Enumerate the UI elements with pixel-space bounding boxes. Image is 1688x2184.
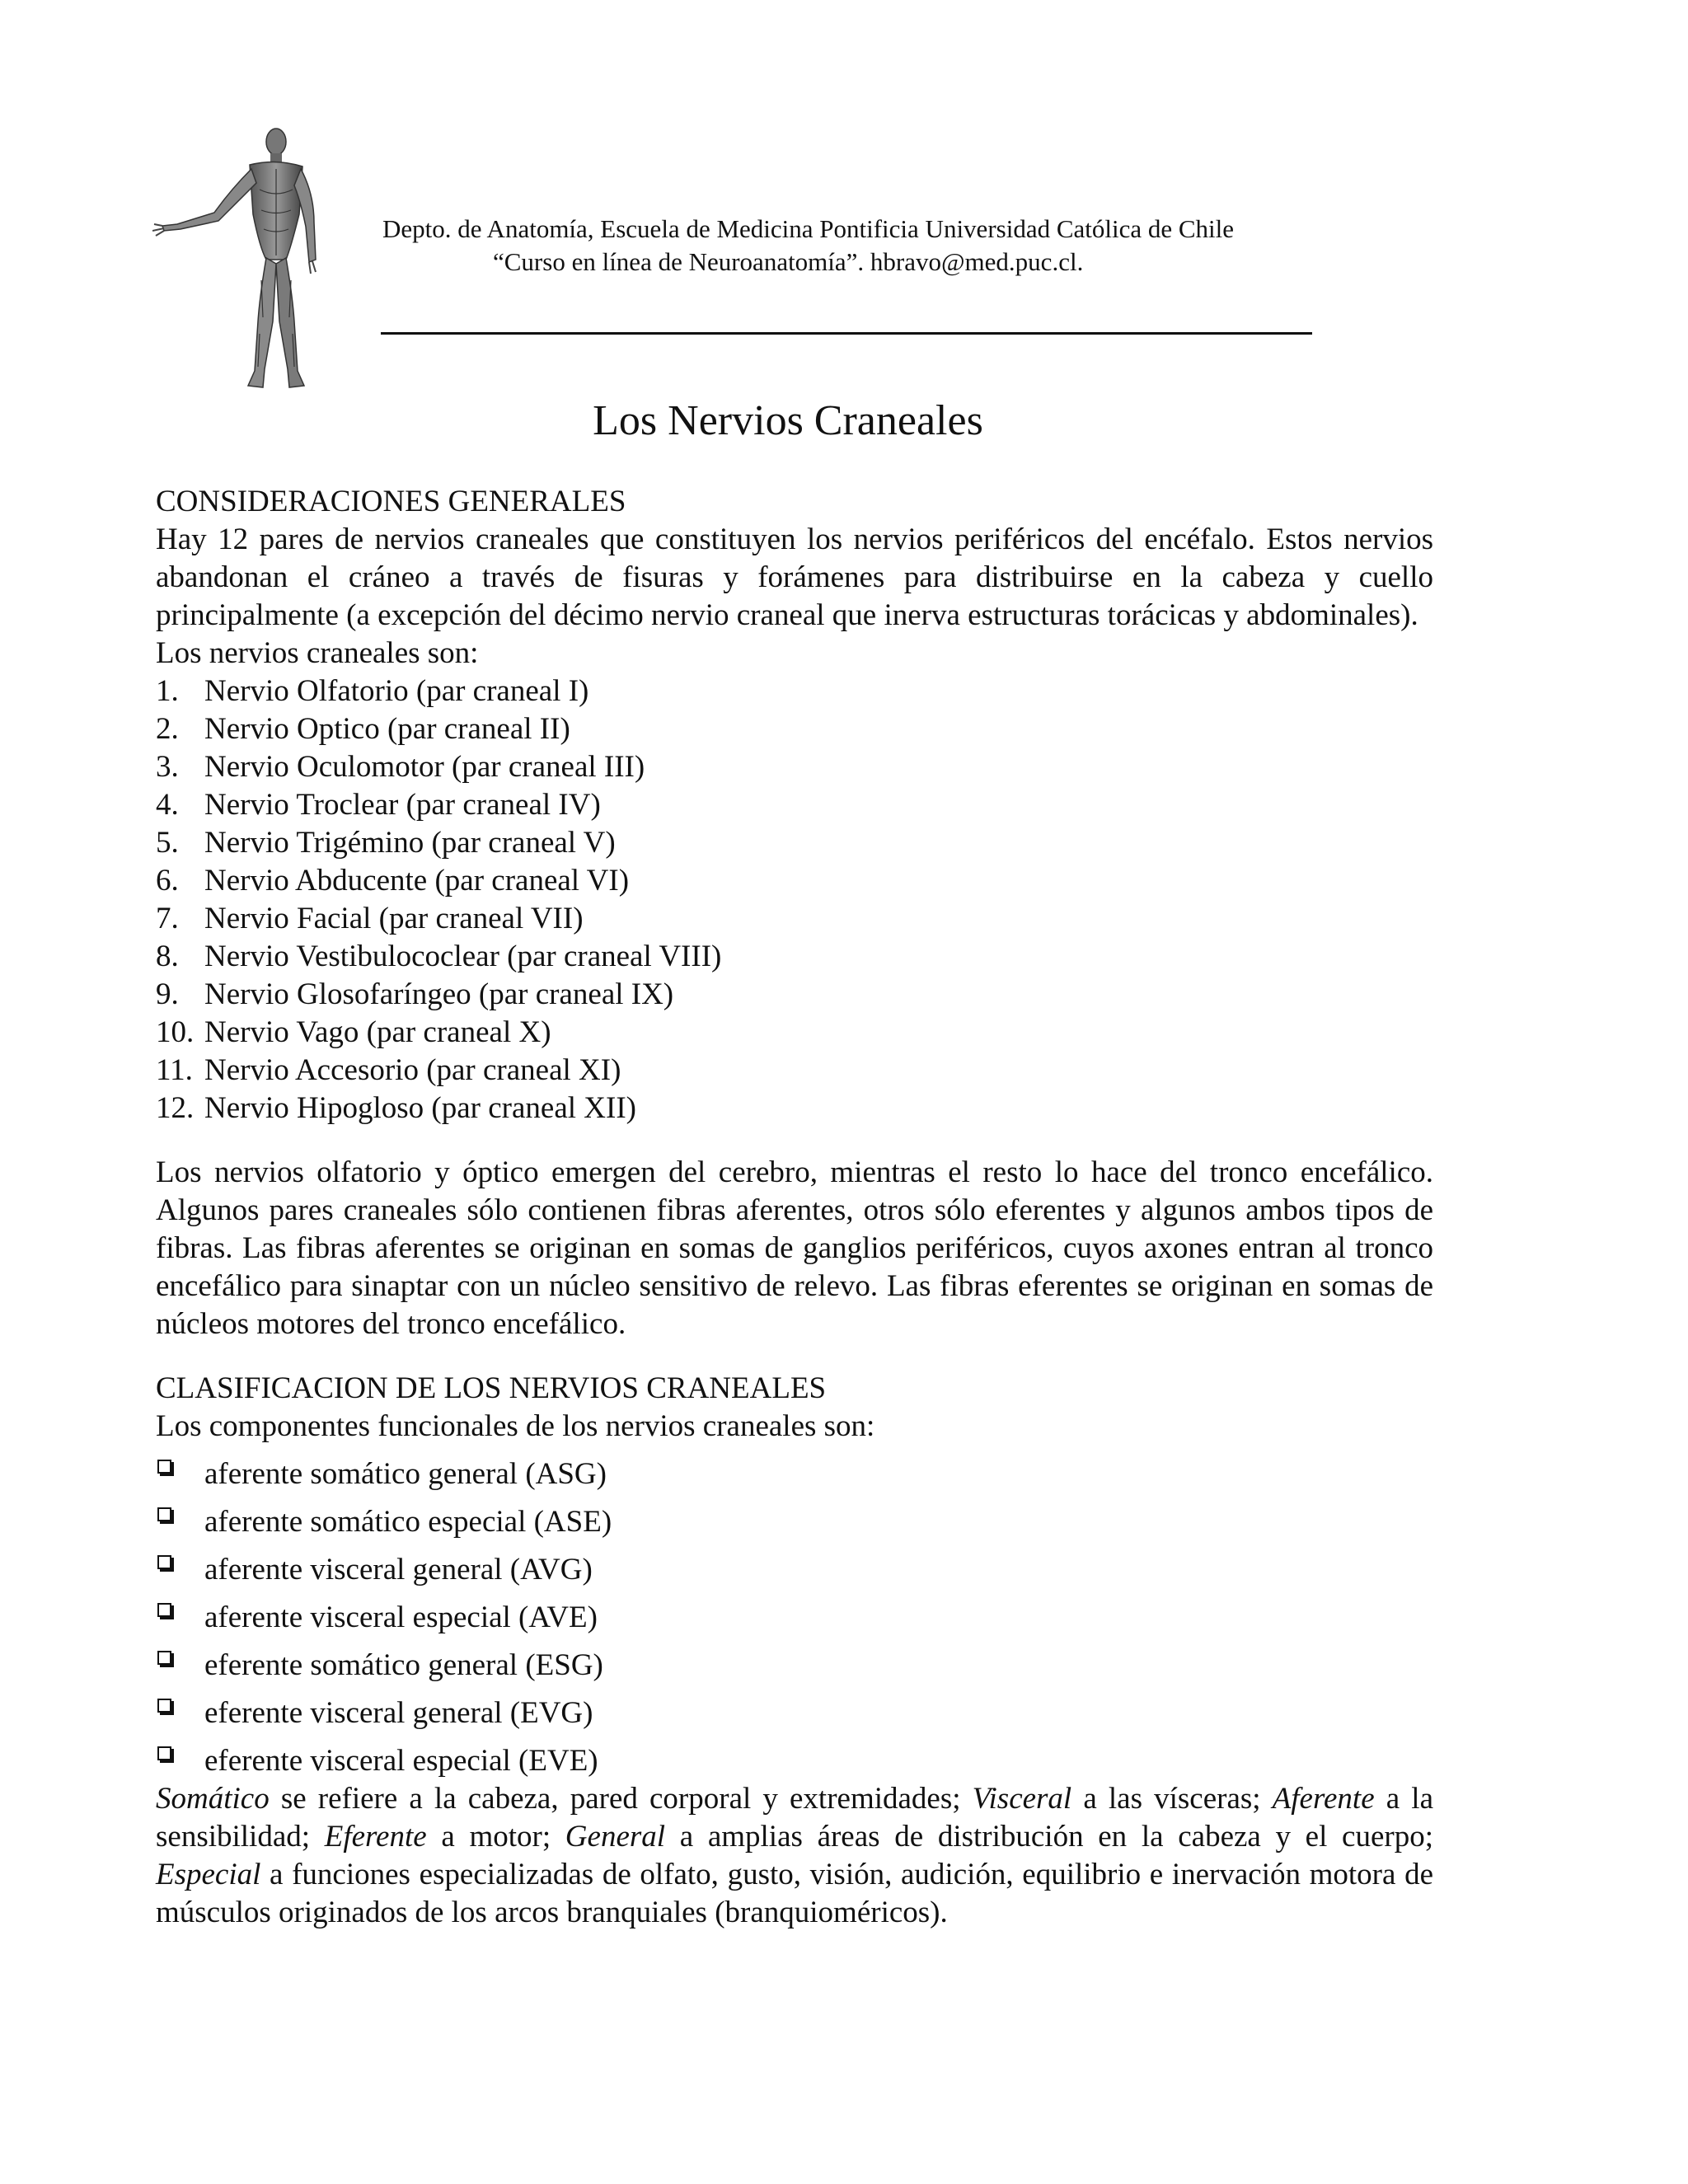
header-course-contact: “Curso en línea de Neuroanatomía”. hbravo@med.puc.cl. xyxy=(493,247,1084,276)
list-item-number: 3. xyxy=(156,750,179,784)
checkbox-bullet-icon xyxy=(156,1732,204,1770)
list-item-text: Nervio Oculomotor (par craneal III) xyxy=(204,750,645,784)
list-item xyxy=(156,862,1433,900)
header-institution: Depto. de Anatomía, Escuela de Medicina Pontificia Universidad Católica de Chile xyxy=(382,214,1235,243)
list-item-text: Nervio Troclear (par craneal IV) xyxy=(204,788,601,822)
list-item-text: eferente visceral general (EVG) xyxy=(204,1696,593,1730)
list-item-text: Nervio Hipogloso (par craneal XII) xyxy=(204,1091,636,1125)
checkbox-bullet-icon xyxy=(156,1589,204,1627)
spacer xyxy=(156,1127,1433,1154)
anatomy-figure-illustration xyxy=(152,124,342,396)
paragraph-intro: Hay 12 pares de nervios craneales que constituyen los nervios periféricos del encéfalo. Estos nervios abandonan el cráneo a través de fisuras y forámenes para distribuirse en la cabeza y cuello principalmente (a excepción del décimo nervio craneal que inerva estructuras torácicas y abdominales). xyxy=(156,523,1433,632)
term-somatico: Somático xyxy=(156,1782,270,1816)
nerves-list-intro: Los nervios craneales son: xyxy=(156,636,479,670)
list-item-text: aferente visceral especial (AVE) xyxy=(204,1601,598,1634)
paragraph-definitions xyxy=(156,1780,1433,1932)
list-item xyxy=(156,1014,1433,1052)
document-body xyxy=(156,483,1433,1932)
checkbox-bullet-icon xyxy=(156,1637,204,1675)
list-item-number: 4. xyxy=(156,788,179,822)
def-visceral: a las vísceras; xyxy=(1071,1782,1273,1816)
list-item-number: 2. xyxy=(156,712,179,746)
list-item xyxy=(156,1493,1433,1541)
list-item-text: Nervio Accesorio (par craneal XI) xyxy=(204,1053,621,1087)
list-item xyxy=(156,1637,1433,1685)
list-item-number: 9. xyxy=(156,977,179,1011)
def-somatico: se refiere a la cabeza, pared corporal y extremidades; xyxy=(269,1782,973,1816)
list-item xyxy=(156,1090,1433,1127)
checkbox-bullet-icon xyxy=(156,1541,204,1579)
list-item xyxy=(156,1052,1433,1090)
paragraph-origin: Los nervios olfatorio y óptico emergen del cerebro, mientras el resto lo hace del tronco encefálico. Algunos pares craneales sólo contienen fibras aferentes, otros sólo eferentes y algunos ambos tipos de fibras. Las fibras aferentes se originan en somas de ganglios periféricos, cuyos axones entran al tronco encefálico para sinaptar con un núcleo sensitivo de relevo. Las fibras eferentes se originan en somas de núcleos motores del tronco encefálico. xyxy=(156,1155,1433,1341)
list-item-text: Nervio Vago (par craneal X) xyxy=(204,1015,551,1049)
checkbox-bullet-icon xyxy=(156,1446,204,1483)
list-item-number: 5. xyxy=(156,826,179,860)
list-item-number: 6. xyxy=(156,864,179,898)
list-item-text: Nervio Olfatorio (par craneal I) xyxy=(204,674,589,708)
def-aferente: a la sensibilidad; xyxy=(156,1782,1433,1854)
list-item xyxy=(156,673,1433,710)
term-aferente: Aferente xyxy=(1272,1782,1375,1816)
list-item xyxy=(156,938,1433,976)
def-eferente: a motor; xyxy=(426,1820,565,1854)
spacer xyxy=(156,1343,1433,1370)
def-general: a amplias áreas de distribución en la cabeza y el cuerpo; xyxy=(665,1820,1433,1854)
list-item-text: aferente somático general (ASG) xyxy=(204,1457,607,1491)
checkbox-bullet-icon xyxy=(156,1685,204,1722)
list-item xyxy=(156,748,1433,786)
list-item-number: 1. xyxy=(156,674,179,708)
list-item xyxy=(156,900,1433,938)
list-item xyxy=(156,710,1433,748)
list-item-number: 11. xyxy=(156,1053,193,1087)
list-item xyxy=(156,1541,1433,1589)
components-list-intro: Los componentes funcionales de los nervios craneales son: xyxy=(156,1409,875,1443)
functional-components-list xyxy=(156,1446,1433,1780)
list-item xyxy=(156,1732,1433,1780)
page-title-text: Los Nervios Craneales xyxy=(593,397,983,444)
list-item-text: Nervio Glosofaríngeo (par craneal IX) xyxy=(204,977,674,1011)
cranial-nerves-list xyxy=(156,673,1433,1127)
list-item-number: 10. xyxy=(156,1015,195,1049)
list-item-text: Nervio Abducente (par craneal VI) xyxy=(204,864,630,898)
list-item-text: Nervio Vestibulococlear (par craneal VIII) xyxy=(204,940,722,973)
list-item-text: eferente somático general (ESG) xyxy=(204,1648,603,1682)
list-item xyxy=(156,1589,1433,1637)
list-item-text: aferente visceral general (AVG) xyxy=(204,1553,593,1586)
section-heading-classification: CLASIFICACION DE LOS NERVIOS CRANEALES xyxy=(156,1371,827,1405)
def-especial: a funciones especializadas de olfato, gusto, visión, audición, equilibrio e inervación motora de músculos originados de los arcos branquiales (branquioméricos). xyxy=(156,1858,1433,1929)
header-divider xyxy=(381,332,1312,335)
list-item-number: 7. xyxy=(156,902,179,935)
list-item-text: Nervio Trigémino (par craneal V) xyxy=(204,826,616,860)
list-item xyxy=(156,786,1433,824)
list-item-text: Nervio Facial (par craneal VII) xyxy=(204,902,584,935)
list-item xyxy=(156,1446,1433,1493)
list-item xyxy=(156,1685,1433,1732)
list-item xyxy=(156,824,1433,862)
term-especial: Especial xyxy=(156,1858,261,1891)
list-item-text: aferente somático especial (ASE) xyxy=(204,1505,612,1539)
list-item-number: 8. xyxy=(156,940,179,973)
page-title xyxy=(0,394,1688,448)
section-heading-general: CONSIDERACIONES GENERALES xyxy=(156,485,626,518)
list-item-number: 12. xyxy=(156,1091,195,1125)
list-item xyxy=(156,976,1433,1014)
term-eferente: Eferente xyxy=(324,1820,427,1854)
checkbox-bullet-icon xyxy=(156,1493,204,1531)
term-visceral: Visceral xyxy=(972,1782,1072,1816)
list-item-text: Nervio Optico (par craneal II) xyxy=(204,712,570,746)
term-general: General xyxy=(565,1820,666,1854)
list-item-text: eferente visceral especial (EVE) xyxy=(204,1744,598,1778)
